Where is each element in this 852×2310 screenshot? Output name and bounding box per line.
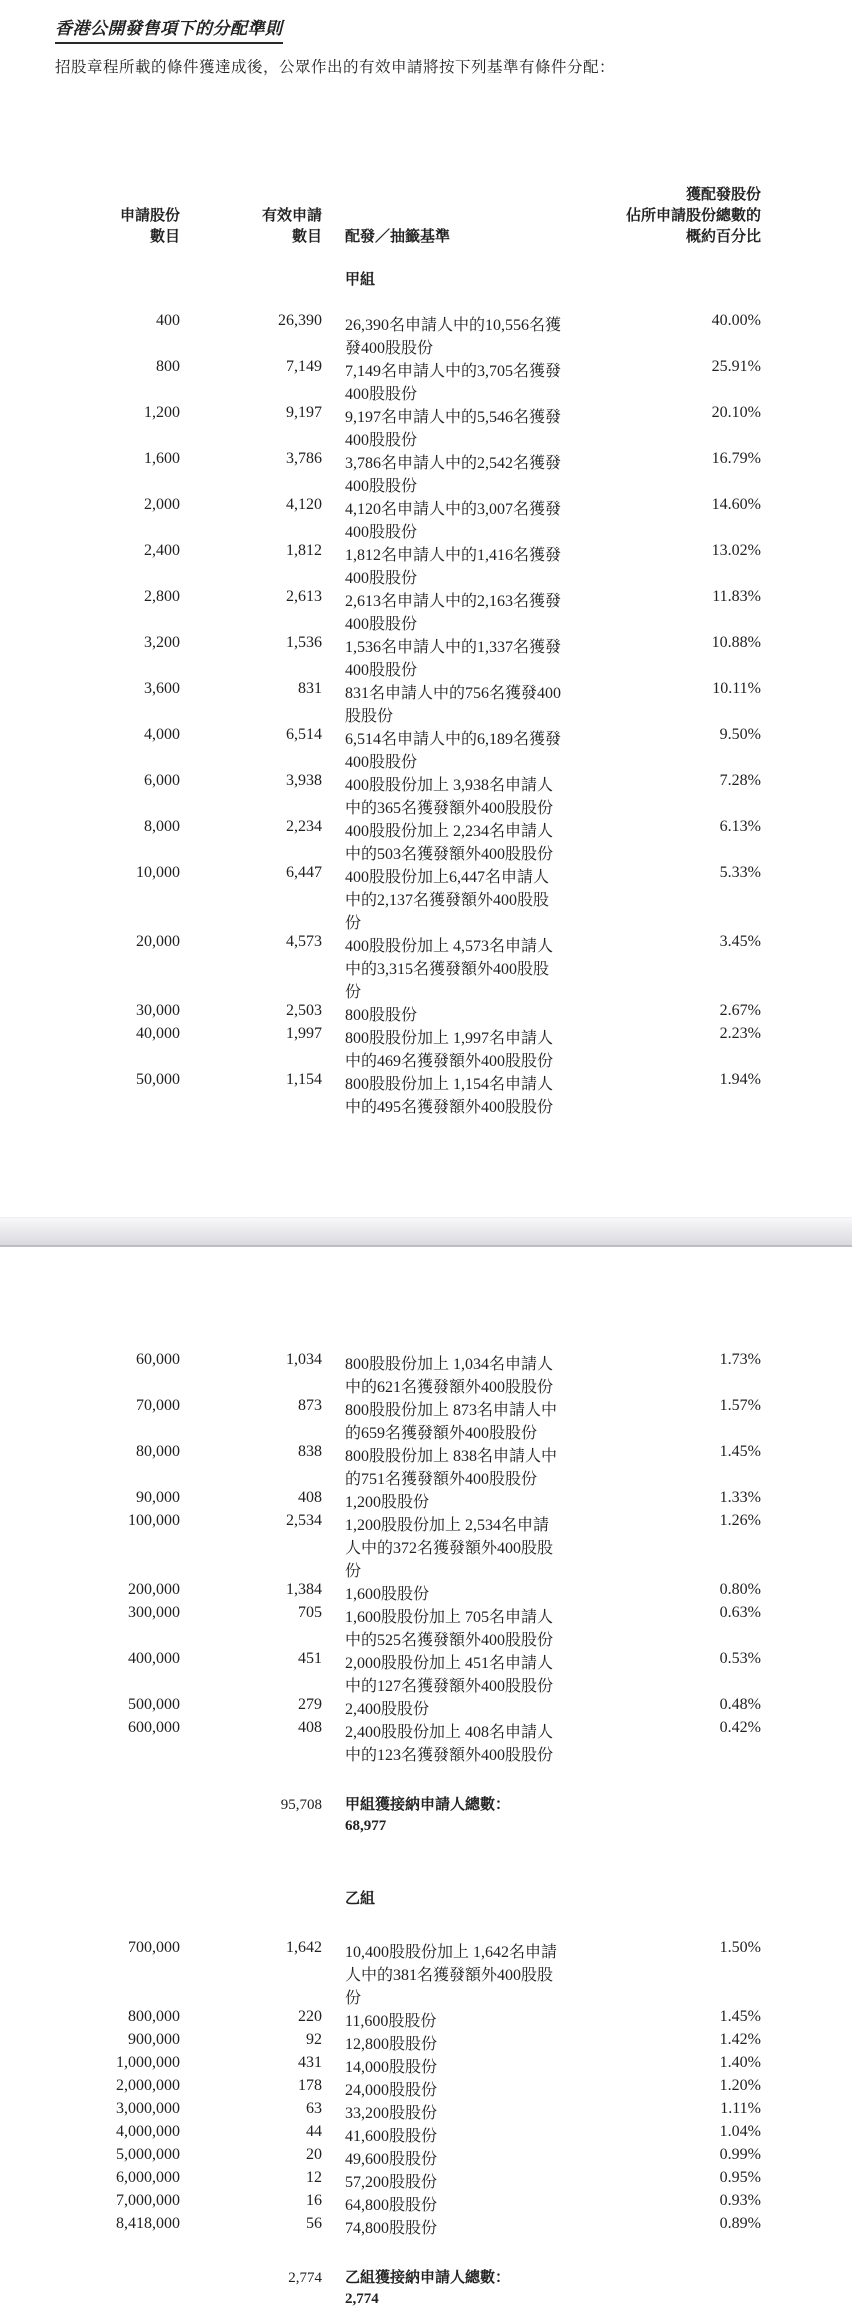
valid-applications-cell: 1,154 [286,1071,322,1088]
table-row [55,933,852,1002]
valid-applications-cell: 408 [298,1719,322,1736]
applied-shares-cell: 400 [156,312,180,329]
basis-cell: 24,000股股份 [345,2082,438,2099]
table-row [55,2215,852,2238]
page-2 [0,1351,852,2310]
basis-cell: 64,800股股份 [345,2197,438,2214]
applied-shares-cell: 8,418,000 [116,2215,180,2232]
group-a-label: 甲組 [345,272,376,288]
basis-cell: 9,197名申請人中的5,546名獲發 400股股份 [345,409,562,449]
header-allocation-basis: 配發／抽籤基準 [345,229,451,245]
applied-shares-cell: 2,400 [144,542,180,559]
table-row [55,588,852,634]
valid-applications-cell: 1,034 [286,1351,322,1368]
table-row [55,772,852,818]
basis-cell: 14,000股股份 [345,2059,438,2076]
valid-applications-cell: 279 [298,1696,322,1713]
valid-applications-cell: 44 [306,2123,322,2140]
applied-shares-cell: 200,000 [128,1581,180,1598]
valid-applications-cell: 56 [306,2215,322,2232]
basis-cell: 57,200股股份 [345,2174,438,2191]
percentage-cell: 1.45% [719,1443,761,1460]
group-a-total-label: 甲組獲接納申請人總數： [345,1797,511,1813]
table-row [55,1351,852,1397]
valid-applications-cell: 1,384 [286,1581,322,1598]
table-row [55,1719,852,1765]
percentage-cell: 0.89% [719,2215,761,2232]
percentage-cell: 0.48% [719,1696,761,1713]
valid-applications-cell: 2,534 [286,1512,322,1529]
applied-shares-cell: 5,000,000 [116,2146,180,2163]
percentage-cell: 7.28% [719,772,761,789]
table-row [55,404,852,450]
percentage-cell: 14.60% [711,496,761,513]
header-applied-shares: 申請股份 數目 [119,208,180,245]
basis-cell: 2,400股股份 [345,1701,430,1718]
basis-cell: 49,600股股份 [345,2151,438,2168]
basis-cell: 3,786名申請人中的2,542名獲發 400股股份 [345,455,562,495]
applied-shares-cell: 4,000 [144,726,180,743]
table-row [55,726,852,772]
group-b-total [322,2268,570,2310]
basis-cell: 12,800股股份 [345,2036,438,2053]
percentage-cell: 0.53% [719,1650,761,1667]
applied-shares-cell: 600,000 [128,1719,180,1736]
valid-applications-cell: 4,573 [286,933,322,950]
applied-shares-cell: 300,000 [128,1604,180,1621]
table-row [55,1696,852,1719]
page-title: 香港公開發售項下的分配準則 [55,17,283,44]
percentage-cell: 0.42% [719,1719,761,1736]
valid-applications-cell: 220 [298,2008,322,2025]
valid-applications-cell: 63 [306,2100,322,2117]
percentage-cell: 3.45% [719,933,761,950]
table-row [55,1443,852,1489]
group-a-total [322,1795,570,1837]
table-row [55,2077,852,2100]
applied-shares-cell: 1,200 [144,404,180,421]
applied-shares-cell: 100,000 [128,1512,180,1529]
percentage-cell: 5.33% [719,864,761,881]
basis-cell: 800股股份加上 1,034名申請人 中的621名獲發額外400股股份 [345,1356,554,1396]
table-row [55,1604,852,1650]
valid-applications-cell: 1,812 [286,542,322,559]
group-b-rows [55,1939,852,2238]
applied-shares-cell: 3,000,000 [116,2100,180,2117]
percentage-cell: 1.45% [719,2008,761,2025]
table-row [55,2031,852,2054]
group-a-header [55,270,852,291]
percentage-cell: 1.11% [720,2100,761,2117]
percentage-cell: 6.13% [719,818,761,835]
valid-applications-cell: 1,642 [286,1939,322,1956]
valid-applications-cell: 6,447 [286,864,322,881]
valid-applications-cell: 451 [298,1650,322,1667]
valid-applications-cell: 7,149 [286,358,322,375]
table-row [55,1512,852,1581]
percentage-cell: 2.23% [719,1025,761,1042]
table-row [55,818,852,864]
group-a-total-applications: 95,708 [280,1797,322,1813]
percentage-cell: 40.00% [711,312,761,329]
valid-applications-cell: 831 [298,680,322,697]
table-row [55,2123,852,2146]
table-row [55,1002,852,1025]
basis-cell: 26,390名申請人中的10,556名獲 發400股股份 [345,317,562,357]
valid-applications-cell: 705 [298,1604,322,1621]
valid-applications-cell: 2,503 [286,1002,322,1019]
percentage-cell: 1.42% [719,2031,761,2048]
valid-applications-cell: 2,613 [286,588,322,605]
basis-cell: 800股股份加上 1,997名申請人 中的469名獲發額外400股股份 [345,1030,554,1070]
basis-cell: 7,149名申請人中的3,705名獲發 400股股份 [345,363,562,403]
intro-paragraph: 招股章程所載的條件獲達成後，公眾作出的有效申請將按下列基準有條件分配： [55,59,616,76]
table-row [55,1650,852,1696]
page-divider [0,1217,852,1247]
applied-shares-cell: 3,600 [144,680,180,697]
applied-shares-cell: 90,000 [136,1489,180,1506]
valid-applications-cell: 12 [306,2169,322,2186]
valid-applications-cell: 1,536 [286,634,322,651]
percentage-cell: 1.57% [719,1397,761,1414]
applied-shares-cell: 50,000 [136,1071,180,1088]
table-row [55,1025,852,1071]
header-percentage: 獲配發股份 佔所申請股份總數的 概約百分比 [625,187,761,245]
applied-shares-cell: 60,000 [136,1351,180,1368]
table-row [55,312,852,358]
applied-shares-cell: 2,800 [144,588,180,605]
valid-applications-cell: 431 [298,2054,322,2071]
applied-shares-cell: 30,000 [136,1002,180,1019]
applied-shares-cell: 500,000 [128,1696,180,1713]
basis-cell: 1,536名申請人中的1,337名獲發 400股股份 [345,639,562,679]
applied-shares-cell: 1,600 [144,450,180,467]
table-row [55,450,852,496]
valid-applications-cell: 1,997 [286,1025,322,1042]
valid-applications-cell: 3,938 [286,772,322,789]
basis-cell: 33,200股股份 [345,2105,438,2122]
applied-shares-cell: 8,000 [144,818,180,835]
table-row [55,1071,852,1117]
page-1 [0,0,852,1117]
percentage-cell: 1.73% [719,1351,761,1368]
applied-shares-cell: 10,000 [136,864,180,881]
basis-cell: 400股股份加上 4,573名申請人 中的3,315名獲發額外400股股 份 [345,938,554,1001]
basis-cell: 1,600股股份加上 705名申請人 中的525名獲發額外400股股份 [345,1609,554,1649]
applied-shares-cell: 40,000 [136,1025,180,1042]
percentage-cell: 1.50% [719,1939,761,1956]
percentage-cell: 1.40% [719,2054,761,2071]
group-a-total-row [55,1795,852,1837]
basis-cell: 41,600股股份 [345,2128,438,2145]
percentage-cell: 1.33% [719,1489,761,1506]
basis-cell: 74,800股股份 [345,2220,438,2237]
basis-cell: 4,120名申請人中的3,007名獲發 400股股份 [345,501,562,541]
applied-shares-cell: 6,000 [144,772,180,789]
basis-cell: 2,400股股份加上 408名申請人 中的123名獲發額外400股股份 [345,1724,554,1764]
table-row [55,496,852,542]
applied-shares-cell: 1,000,000 [116,2054,180,2071]
applied-shares-cell: 2,000 [144,496,180,513]
table-row [55,1581,852,1604]
valid-applications-cell: 873 [298,1397,322,1414]
table-row [55,1397,852,1443]
basis-cell: 831名申請人中的756名獲發400 股股份 [345,685,562,725]
table-row [55,358,852,404]
table-row [55,2100,852,2123]
percentage-cell: 1.04% [719,2123,761,2140]
applied-shares-cell: 4,000,000 [116,2123,180,2140]
group-b-header [55,1889,852,1910]
group-b-total-row [55,2268,852,2310]
table-row [55,2008,852,2031]
applied-shares-cell: 80,000 [136,1443,180,1460]
percentage-cell: 9.50% [719,726,761,743]
applied-shares-cell: 800,000 [128,2008,180,2025]
table-row [55,680,852,726]
valid-applications-cell: 26,390 [278,312,322,329]
basis-cell: 400股股份加上6,447名申請人 中的2,137名獲發額外400股股 份 [345,869,550,932]
percentage-cell: 0.95% [719,2169,761,2186]
applied-shares-cell: 20,000 [136,933,180,950]
table-row [55,634,852,680]
valid-applications-cell: 4,120 [286,496,322,513]
valid-applications-cell: 3,786 [286,450,322,467]
percentage-cell: 2.67% [719,1002,761,1019]
basis-cell: 800股股份加上 838名申請人中 的751名獲發額外400股股份 [345,1448,558,1488]
valid-applications-cell: 92 [306,2031,322,2048]
valid-applications-cell: 6,514 [286,726,322,743]
percentage-cell: 16.79% [711,450,761,467]
group-a-rows-page1 [55,312,852,1117]
basis-cell: 800股股份 [345,1007,418,1024]
percentage-cell: 25.91% [711,358,761,375]
applied-shares-cell: 6,000,000 [116,2169,180,2186]
basis-cell: 1,600股股份 [345,1586,430,1603]
percentage-cell: 0.93% [719,2192,761,2209]
percentage-cell: 0.99% [719,2146,761,2163]
basis-cell: 800股股份加上 873名申請人中 的659名獲發額外400股股份 [345,1402,558,1442]
table-row [55,864,852,933]
table-row [55,2146,852,2169]
table-row [55,1939,852,2008]
basis-cell: 1,200股股份 [345,1494,430,1511]
valid-applications-cell: 178 [298,2077,322,2094]
percentage-cell: 1.94% [719,1071,761,1088]
percentage-cell: 20.10% [711,404,761,421]
applied-shares-cell: 800 [156,358,180,375]
basis-cell: 2,000股股份加上 451名申請人 中的127名獲發額外400股股份 [345,1655,554,1695]
group-b-total-count: 2,774 [345,2291,379,2307]
applied-shares-cell: 7,000,000 [116,2192,180,2209]
basis-cell: 2,613名申請人中的2,163名獲發 400股股份 [345,593,562,633]
valid-applications-cell: 2,234 [286,818,322,835]
valid-applications-cell: 9,197 [286,404,322,421]
basis-cell: 800股股份加上 1,154名申請人 中的495名獲發額外400股股份 [345,1076,554,1116]
table-row [55,2054,852,2077]
percentage-cell: 10.88% [711,634,761,651]
table-row [55,542,852,588]
percentage-cell: 1.26% [719,1512,761,1529]
group-a-total-count: 68,977 [345,1818,387,1834]
basis-cell: 400股股份加上 2,234名申請人 中的503名獲發額外400股股份 [345,823,554,863]
valid-applications-cell: 20 [306,2146,322,2163]
group-b-label: 乙組 [345,1891,376,1907]
basis-cell: 6,514名申請人中的6,189名獲發 400股股份 [345,731,562,771]
group-a-rows-page2 [55,1351,852,1765]
valid-applications-cell: 16 [306,2192,322,2209]
basis-cell: 1,812名申請人中的1,416名獲發 400股股份 [345,547,562,587]
basis-cell: 1,200股股份加上 2,534名申請 人中的372名獲發額外400股股 份 [345,1517,554,1580]
percentage-cell: 1.20% [719,2077,761,2094]
group-b-total-applications: 2,774 [288,2270,322,2286]
applied-shares-cell: 3,200 [144,634,180,651]
applied-shares-cell: 400,000 [128,1650,180,1667]
valid-applications-cell: 838 [298,1443,322,1460]
applied-shares-cell: 2,000,000 [116,2077,180,2094]
basis-cell: 11,600股股份 [345,2013,437,2030]
basis-cell: 400股股份加上 3,938名申請人 中的365名獲發額外400股股份 [345,777,554,817]
percentage-cell: 10.11% [712,680,761,697]
table-row [55,2169,852,2192]
group-b-total-label: 乙組獲接納申請人總數： [345,2270,511,2286]
percentage-cell: 0.63% [719,1604,761,1621]
percentage-cell: 13.02% [711,542,761,559]
table-row [55,2192,852,2215]
valid-applications-cell: 408 [298,1489,322,1506]
percentage-cell: 0.80% [719,1581,761,1598]
percentage-cell: 11.83% [712,588,761,605]
applied-shares-cell: 70,000 [136,1397,180,1414]
table-row [55,1489,852,1512]
applied-shares-cell: 700,000 [128,1939,180,1956]
header-valid-applications: 有效申請 數目 [261,208,322,245]
table-header [55,185,852,248]
applied-shares-cell: 900,000 [128,2031,180,2048]
basis-cell: 10,400股股份加上 1,642名申請 人中的381名獲發額外400股股 份 [345,1944,558,2007]
